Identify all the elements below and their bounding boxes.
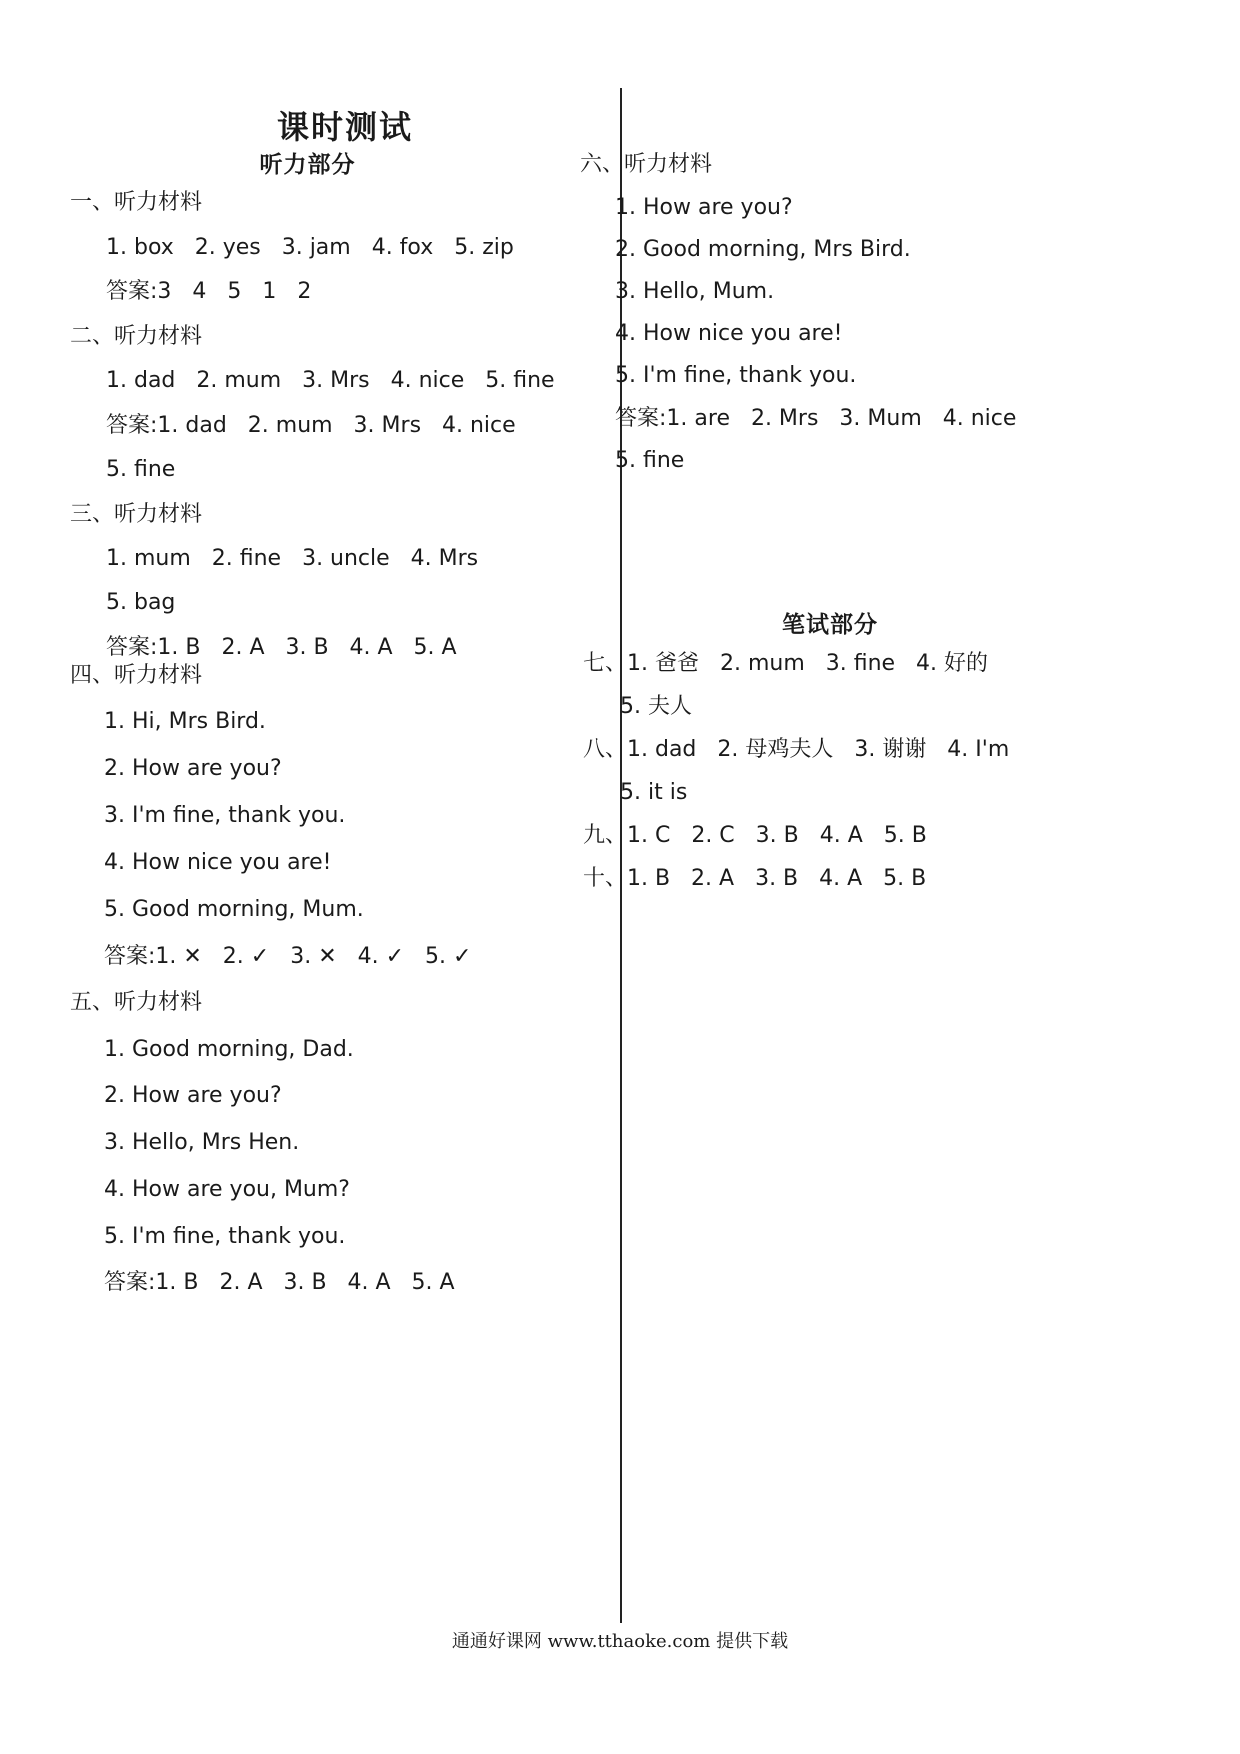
answer-line: 5. fine — [106, 457, 176, 482]
section-heading: 五、听力材料 — [70, 990, 203, 1015]
answer-line: 答案:3 4 5 1 2 — [106, 279, 312, 304]
section-heading: 三、听力材料 — [70, 502, 203, 527]
material-line: 2. Good morning, Mrs Bird. — [615, 237, 911, 262]
material-line: 1. dad 2. mum 3. Mrs 4. nice 5. fine — [106, 368, 555, 393]
written-part-heading: 笔试部分 — [782, 612, 878, 638]
material-line: 5. bag — [106, 590, 176, 615]
answer-line: 答案:1. ✕ 2. ✓ 3. ✕ 4. ✓ 5. ✓ — [104, 944, 472, 969]
page-title: 课时测试 — [276, 108, 413, 146]
section-heading: 四、听力材料 — [70, 663, 203, 688]
material-line: 1. Good morning, Dad. — [104, 1037, 354, 1062]
section-heading: 六、听力材料 — [580, 152, 713, 177]
written-answer-line: 八、1. dad 2. 母鸡夫人 3. 谢谢 4. I'm — [583, 737, 1010, 762]
answer-line: 答案:1. B 2. A 3. B 4. A 5. A — [104, 1270, 455, 1295]
written-answer-line: 九、1. C 2. C 3. B 4. A 5. B — [583, 823, 927, 848]
material-line: 1. Hi, Mrs Bird. — [104, 709, 266, 734]
written-answer-line: 十、1. B 2. A 3. B 4. A 5. B — [583, 866, 927, 891]
material-line: 5. I'm fine, thank you. — [104, 1224, 346, 1249]
material-line: 3. I'm fine, thank you. — [104, 803, 346, 828]
material-line: 5. I'm fine, thank you. — [615, 363, 857, 388]
listening-part-heading: 听力部分 — [259, 152, 356, 178]
material-line: 4. How nice you are! — [615, 321, 843, 346]
material-line: 1. How are you? — [615, 195, 793, 220]
section-heading: 二、听力材料 — [70, 324, 203, 349]
footer-source: 通通好课网 www.tthaoke.com 提供下载 — [451, 1631, 789, 1652]
answer-line: 5. fine — [615, 448, 685, 473]
section-heading: 一、听力材料 — [70, 190, 203, 215]
material-line: 2. How are you? — [104, 1083, 282, 1108]
material-line: 1. box 2. yes 3. jam 4. fox 5. zip — [106, 235, 514, 260]
material-line: 1. mum 2. fine 3. uncle 4. Mrs — [106, 546, 479, 571]
written-answer-line: 5. it is — [620, 780, 688, 805]
material-line: 5. Good morning, Mum. — [104, 897, 364, 922]
written-answer-line: 七、1. 爸爸 2. mum 3. fine 4. 好的 — [583, 651, 989, 676]
material-line: 4. How are you, Mum? — [104, 1177, 350, 1202]
answer-line: 答案:1. B 2. A 3. B 4. A 5. A — [106, 635, 457, 660]
material-line: 3. Hello, Mum. — [615, 279, 775, 304]
answer-line: 答案:1. dad 2. mum 3. Mrs 4. nice — [106, 413, 516, 438]
written-answer-line: 5. 夫人 — [620, 694, 692, 719]
material-line: 4. How nice you are! — [104, 850, 332, 875]
material-line: 2. How are you? — [104, 756, 282, 781]
material-line: 3. Hello, Mrs Hen. — [104, 1130, 300, 1155]
answer-line: 答案:1. are 2. Mrs 3. Mum 4. nice — [615, 406, 1017, 431]
